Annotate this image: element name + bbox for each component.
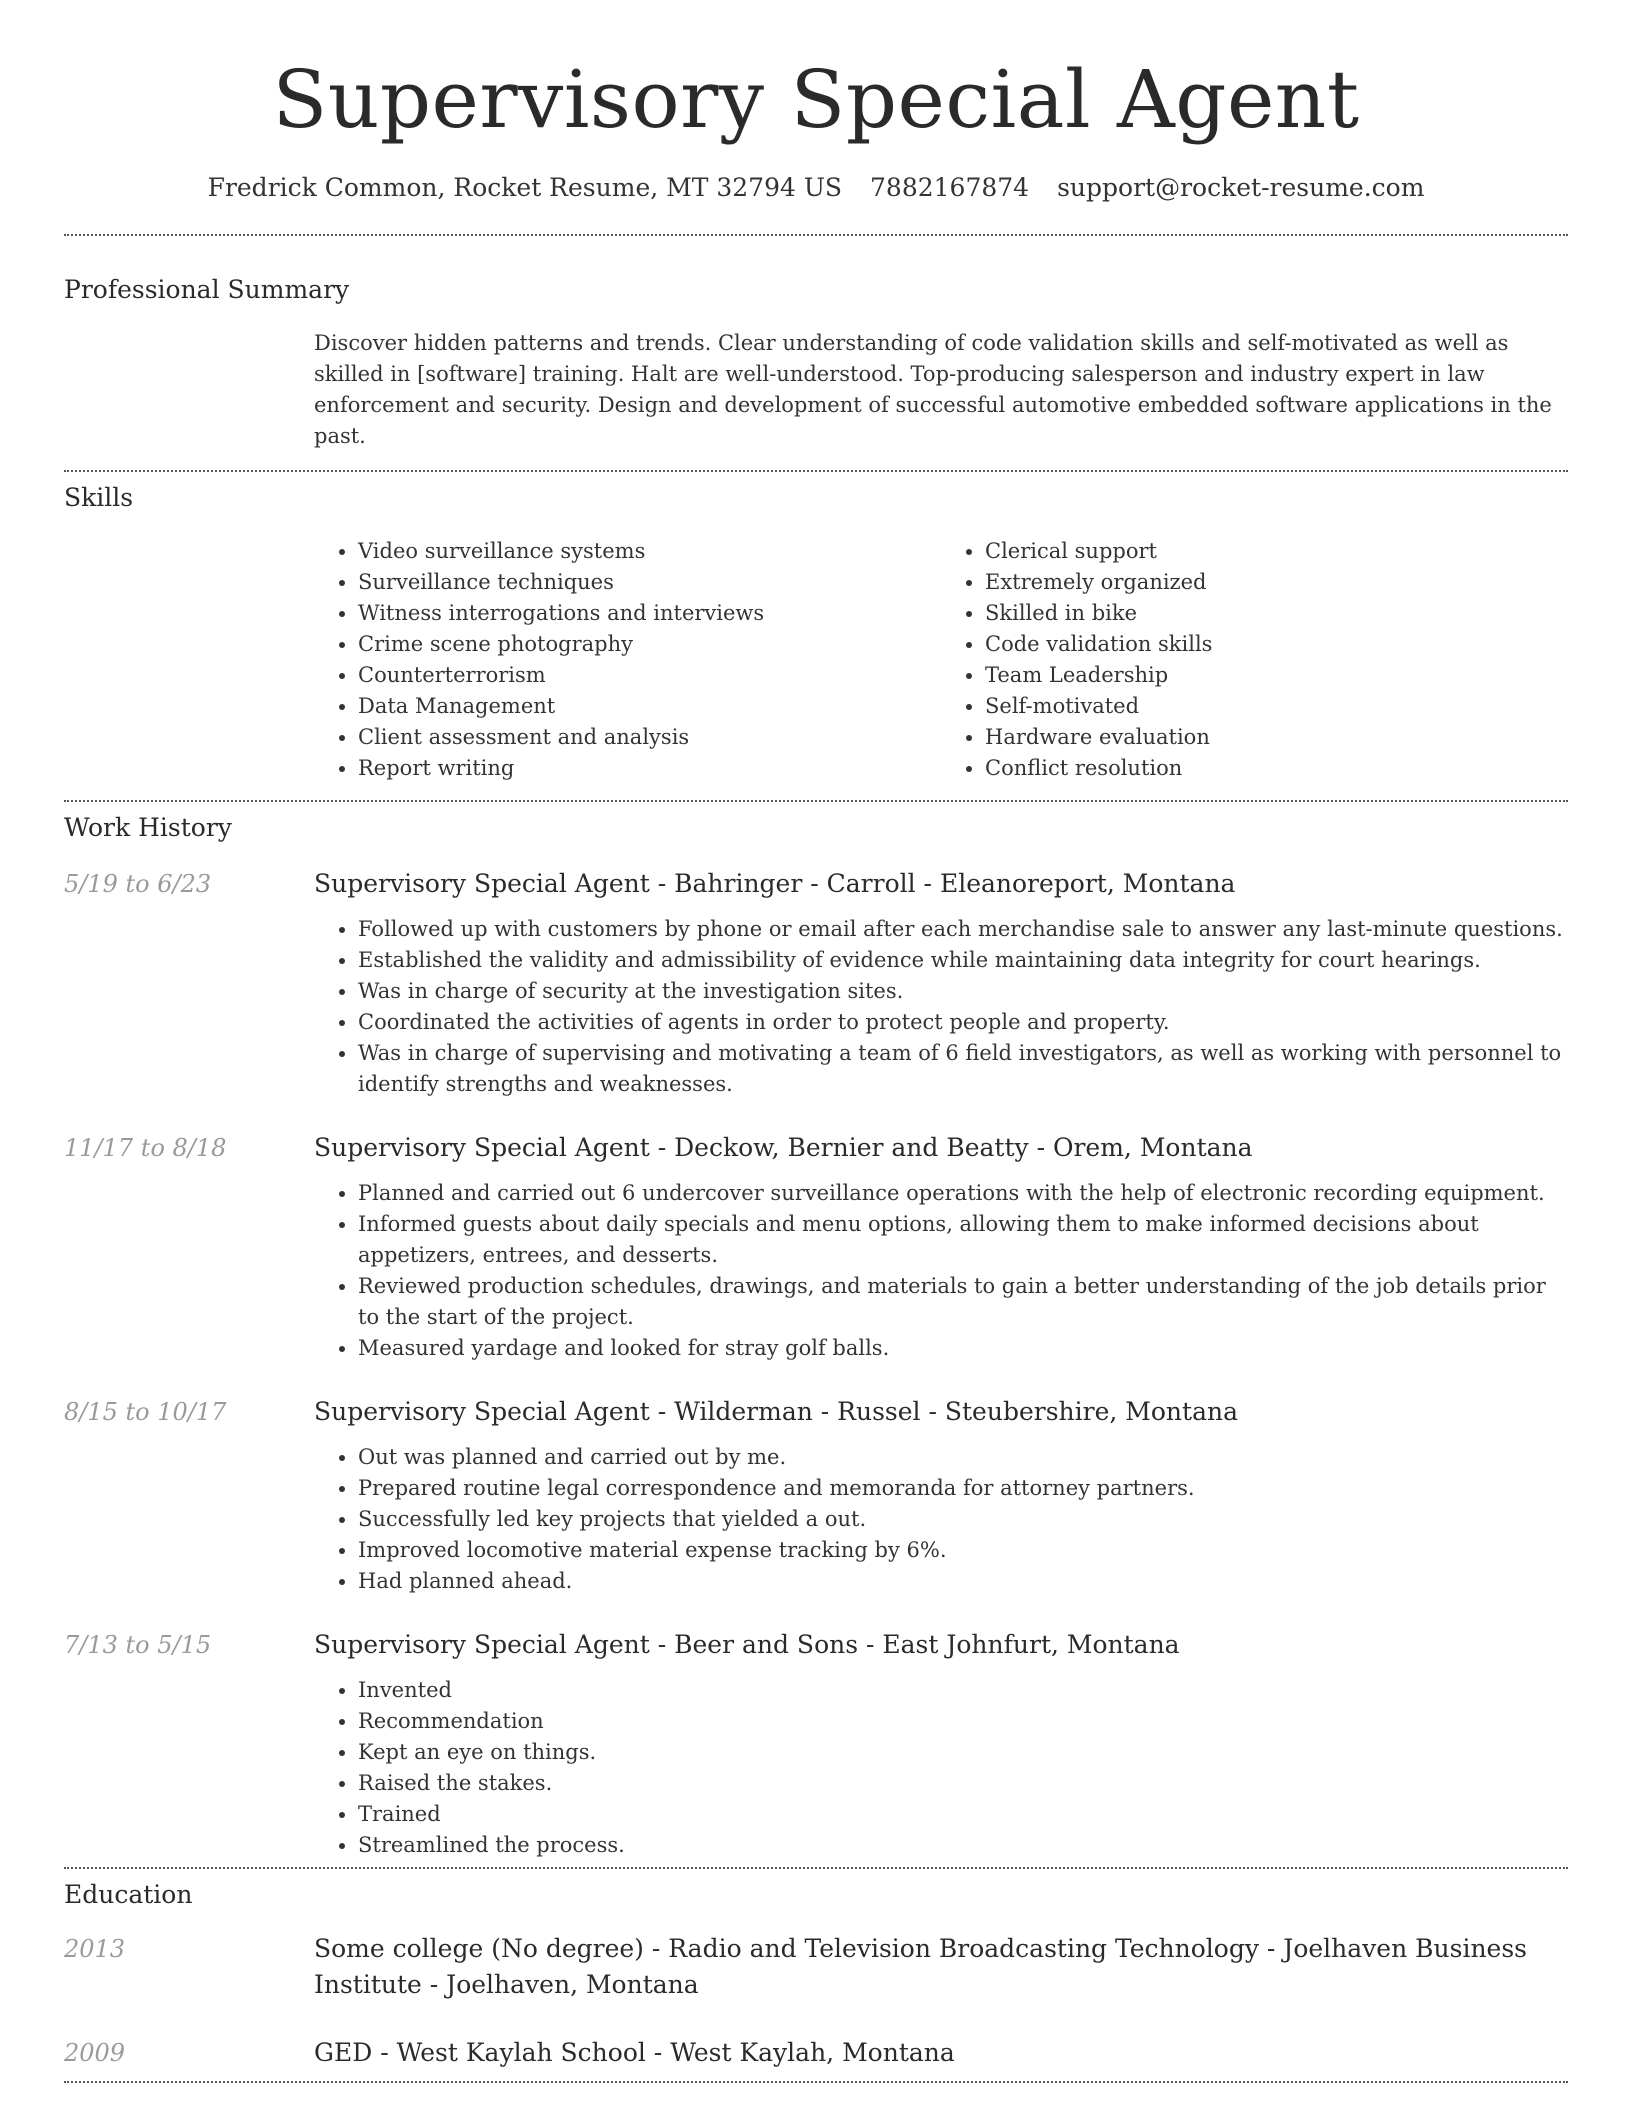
job-bullets [314, 914, 1568, 1100]
education-title [314, 1931, 1568, 2003]
skill-item: • Client assessment and analysis [358, 722, 941, 753]
skill-item: • Hardware evaluation [985, 722, 1568, 753]
job-bullet: • Streamlined the process. [358, 1830, 1568, 1861]
contact-email: support@rocket-resume.com [1057, 173, 1425, 202]
summary-section [64, 236, 1568, 470]
education-details: - Joelhaven Business Institute - Joelhaven, Montana [314, 1934, 1527, 1999]
skill-item: • Team Leadership [985, 660, 1568, 691]
contact-address: Fredrick Common, Rocket Resume, MT 32794 US [207, 173, 843, 202]
education-divider [64, 2081, 1568, 2083]
job-dates: 5/19 to 6/23 [64, 870, 212, 898]
job-entry [64, 1394, 1568, 1597]
job-role: Supervisory Special Agent [314, 1133, 650, 1162]
skill-item: • Counterterrorism [358, 660, 941, 691]
job-bullet: • Improved locomotive material expense tracking by 6%. [358, 1535, 1568, 1566]
work-section [64, 802, 1568, 1867]
job-entry [64, 866, 1568, 1100]
job-entry [64, 1130, 1568, 1364]
skill-item: • Extremely organized [985, 567, 1568, 598]
job-entry [64, 1627, 1568, 1861]
job-bullet: • Was in charge of supervising and motivating a team of 6 field investigators, as well as working with personnel to identify strengths and weaknesses. [358, 1038, 1568, 1100]
education-entry [64, 1931, 1568, 2003]
job-details: - Wilderman - Russel - Steubershire, Montana [649, 1397, 1238, 1426]
skill-item: • Data Management [358, 691, 941, 722]
job-role: Supervisory Special Agent [314, 869, 650, 898]
summary-heading: Professional Summary [64, 275, 350, 304]
skill-item: • Conflict resolution [985, 753, 1568, 784]
contact-line [64, 172, 1568, 204]
job-bullet: • Reviewed production schedules, drawings, and materials to gain a better understanding of the job details prior to the start of the project. [358, 1271, 1568, 1333]
job-dates: 11/17 to 8/18 [64, 1134, 227, 1162]
job-title [314, 1130, 1568, 1166]
skill-item: • Crime scene photography [358, 629, 941, 660]
skill-item: • Skilled in bike [985, 598, 1568, 629]
job-bullet: • Measured yardage and looked for stray golf balls. [358, 1333, 1568, 1364]
education-entry [64, 2035, 1568, 2071]
skills-list-left [314, 536, 941, 784]
skills-list-right [941, 536, 1568, 784]
job-bullet: • Prepared routine legal correspondence and memoranda for attorney partners. [358, 1473, 1568, 1504]
job-bullet: • Out was planned and carried out by me. [358, 1442, 1568, 1473]
skill-item: • Clerical support [985, 536, 1568, 567]
skills-heading: Skills [64, 483, 134, 512]
job-bullet: • Established the validity and admissibility of evidence while maintaining data integrity for court hearings. [358, 945, 1568, 976]
education-title [314, 2035, 1568, 2071]
job-dates: 7/13 to 5/15 [64, 1631, 212, 1659]
skill-item: • Code validation skills [985, 629, 1568, 660]
skill-item: • Report writing [358, 753, 941, 784]
education-year: 2009 [64, 2039, 126, 2067]
job-bullet: • Followed up with customers by phone or email after each merchandise sale to answer any last-minute questions. [358, 914, 1568, 945]
job-bullet: • Trained [358, 1799, 1568, 1830]
summary-text: Discover hidden patterns and trends. Clear understanding of code validation skills and self-motivated as well as skilled in [software] training. Halt are well-understood. Top-producing salesperson and industry expert in law enforcement and security. Design and development of successful automotive embedded software applications in the past. [314, 331, 1552, 448]
skill-item: • Video surveillance systems [358, 536, 941, 567]
skill-item: • Witness interrogations and interviews [358, 598, 941, 629]
job-bullet: • Kept an eye on things. [358, 1737, 1568, 1768]
job-bullet: • Was in charge of security at the investigation sites. [358, 976, 1568, 1007]
job-bullets [314, 1442, 1568, 1597]
education-heading: Education [64, 1880, 193, 1909]
job-bullet: • Had planned ahead. [358, 1566, 1568, 1597]
education-degree: Some college (No degree) - Radio and Television Broadcasting Technology [314, 1934, 1259, 1963]
job-bullets [314, 1675, 1568, 1861]
education-year: 2013 [64, 1935, 126, 1963]
resume-name: Supervisory Special Agent [272, 53, 1360, 146]
contact-phone: 7882167874 [870, 173, 1030, 202]
job-bullet: • Successfully led key projects that yielded a out. [358, 1504, 1568, 1535]
job-role: Supervisory Special Agent [314, 1397, 650, 1426]
job-details: - Beer and Sons - East Johnfurt, Montana [649, 1630, 1180, 1659]
job-bullet: • Invented [358, 1675, 1568, 1706]
education-details: - West Kaylah School - West Kaylah, Montana [372, 2038, 955, 2067]
job-title [314, 1627, 1568, 1663]
skills-section [64, 472, 1568, 800]
work-heading: Work History [64, 813, 232, 842]
skill-item: • Self-motivated [985, 691, 1568, 722]
job-title [314, 1394, 1568, 1430]
job-bullet: • Planned and carried out 6 undercover surveillance operations with the help of electronic recording equipment. [358, 1178, 1568, 1209]
job-bullet: • Informed guests about daily specials and menu options, allowing them to make informed decisions about appetizers, entrees, and desserts. [358, 1209, 1568, 1271]
education-section [64, 1869, 1568, 2081]
job-bullet: • Coordinated the activities of agents in order to protect people and property. [358, 1007, 1568, 1038]
job-dates: 8/15 to 10/17 [64, 1398, 227, 1426]
job-details: - Deckow, Bernier and Beatty - Orem, Montana [649, 1133, 1253, 1162]
job-details: - Bahringer - Carroll - Eleanoreport, Montana [649, 869, 1236, 898]
education-degree: GED [314, 2038, 373, 2067]
job-role: Supervisory Special Agent [314, 1630, 650, 1659]
job-bullet: • Raised the stakes. [358, 1768, 1568, 1799]
job-title [314, 866, 1568, 902]
job-bullet: • Recommendation [358, 1706, 1568, 1737]
skill-item: • Surveillance techniques [358, 567, 941, 598]
job-bullets [314, 1178, 1568, 1364]
